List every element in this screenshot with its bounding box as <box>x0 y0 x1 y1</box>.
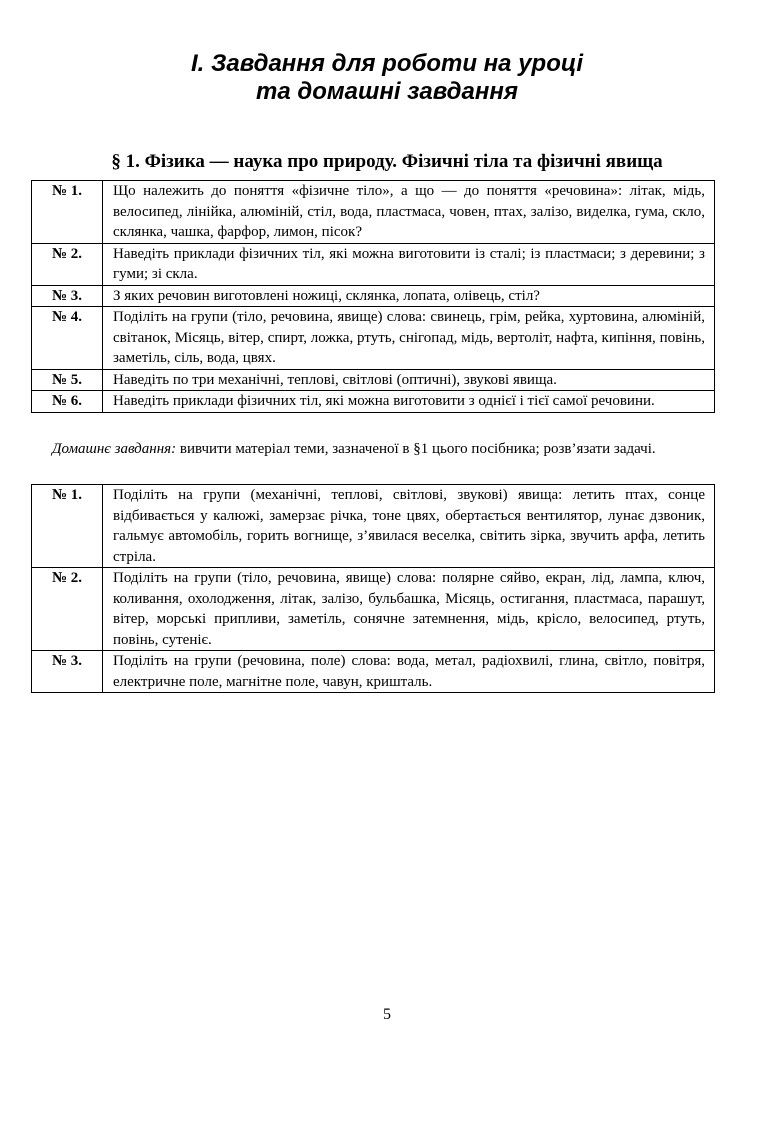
table-row <box>32 651 715 693</box>
table-row <box>32 307 715 370</box>
table-row <box>32 485 715 568</box>
task-number: № 5. <box>32 369 103 391</box>
homework-text: вивчити матеріал теми, зазначеної в §1 цього посібника; розв’язати задачі. <box>176 441 656 457</box>
task-text: З яких речовин виготовлені ножиці, склянка, лопата, олівець, стіл? <box>103 285 715 307</box>
task-text: Поділіть на групи (тіло, речовина, явище) слова: свинець, грім, рейка, хуртовина, алюміній, світанок, Місяць, вітер, спирт, ложка, ртуть, снігопад, мідь, вертоліт, нафта, кипіння, повінь, заметіль, сіль, вода, цвях. <box>103 307 715 370</box>
task-text: Поділіть на групи (речовина, поле) слова: вода, метал, радіохвилі, глина, світло, повітря, електричне поле, магнітне поле, чавун, кришталь. <box>103 651 715 693</box>
table-row <box>32 369 715 391</box>
task-number: № 6. <box>32 391 103 413</box>
homework-note <box>52 439 693 460</box>
task-text: Наведіть приклади фізичних тіл, які можна виготовити з однієї і тієї самої речовини. <box>103 391 715 413</box>
task-number: № 3. <box>32 651 103 693</box>
chapter-title-line-1: I. Завдання для роботи на уроці <box>190 50 584 77</box>
table-row <box>32 568 715 651</box>
home-tasks-table <box>31 484 715 693</box>
page-number: 5 <box>383 1006 391 1023</box>
task-text: Поділіть на групи (механічні, теплові, світлові, звукові) явища: летить птах, сонце відбивається у калюжі, замерзає річка, тоне цвях, обертається вентилятор, лунає дзвоник, гальмує автомобіль, горить вогнище, з’явилася веселка, світить зірка, звучить арфа, летить стріла. <box>103 485 715 568</box>
task-number: № 1. <box>32 485 103 568</box>
task-number: № 1. <box>32 181 103 244</box>
section-title: § 1. Фізика — наука про природу. Фізичні тіла та фізичні явища <box>111 151 663 172</box>
task-number: № 4. <box>32 307 103 370</box>
task-number: № 2. <box>32 243 103 285</box>
task-text: Наведіть приклади фізичних тіл, які можна виготовити із сталі; із пластмаси; з деревини; з гуми; зі скла. <box>103 243 715 285</box>
task-number: № 3. <box>32 285 103 307</box>
table-row <box>32 391 715 413</box>
task-number: № 2. <box>32 568 103 651</box>
class-tasks-table <box>31 180 715 413</box>
table-row <box>32 243 715 285</box>
chapter-title-line-2: та домашні завдання <box>256 78 518 105</box>
table-row <box>32 285 715 307</box>
table-row <box>32 181 715 244</box>
task-text: Наведіть по три механічні, теплові, світлові (оптичні), звукові явища. <box>103 369 715 391</box>
task-text: Поділіть на групи (тіло, речовина, явище) слова: полярне сяйво, екран, лід, лампа, ключ, коливання, охолодження, літак, залізо, бульбашка, Місяць, остигання, пластмаса, парашут, вітер, морські припливи, заметіль, сонячне затемнення, мідь, крісло, велосипед, ртуть, повінь, сутеніє. <box>103 568 715 651</box>
homework-label: Домашнє завдання: <box>52 441 177 457</box>
chapter-title <box>0 50 774 106</box>
task-text: Що належить до поняття «фізичне тіло», а що — до поняття «речовина»: літак, мідь, велосипед, лінійка, алюміній, стіл, вода, пластмаса, човен, птах, залізо, виделка, гума, скло, склянка, чашка, фарфор, лимон, пісок? <box>103 181 715 244</box>
